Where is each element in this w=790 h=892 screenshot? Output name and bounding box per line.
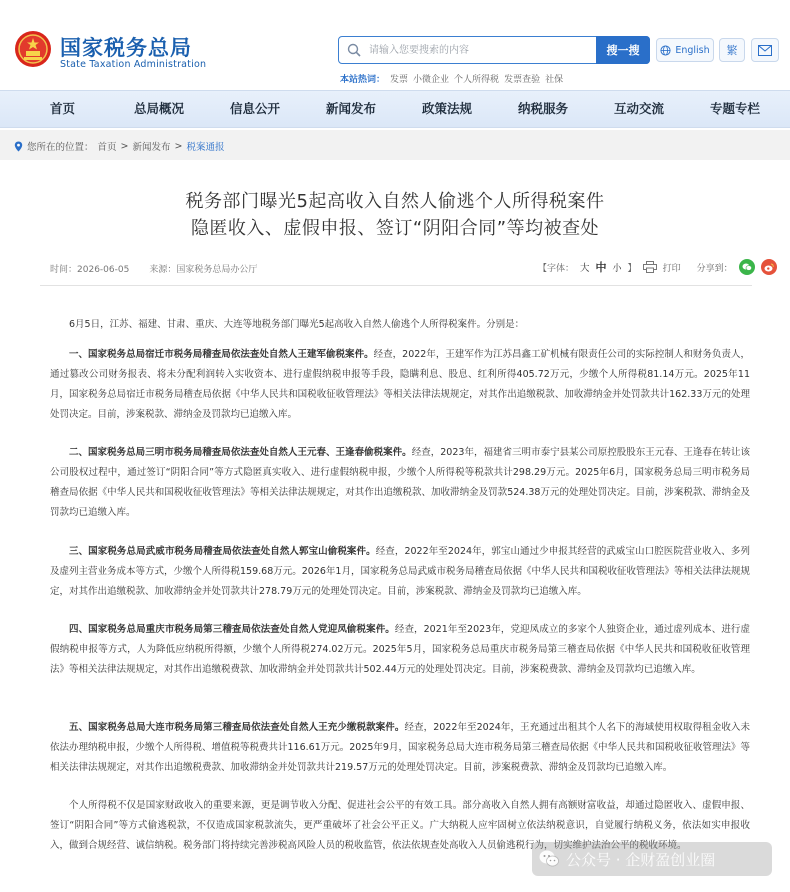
nav-item-home[interactable]: 首页 [50, 101, 76, 116]
main-nav [0, 90, 790, 128]
hot-words [340, 72, 563, 85]
breadcrumb-bar [0, 130, 790, 160]
article-tools [538, 259, 777, 275]
nav-item-interaction[interactable]: 互动交流 [614, 101, 665, 116]
site-header [0, 0, 790, 90]
breadcrumb-label: 您所在的位置： [27, 142, 94, 153]
site-logo-title[interactable]: 国家税务总局 [60, 36, 192, 60]
english-button[interactable] [656, 38, 714, 62]
case-2-text: 经查，2023年，福建省三明市泰宁县某公司原控股股东王元春、王逢春在转让该公司股权过程中，通过签订“阴阳合同”等方式隐匿真实收入、进行虚假纳税申报，少缴个人所得税等税款共计298.29万元。2025年6月，国家税务总局三明市税务局稽查局依据《中华人民共和国税收征收管理法》等相关法律法规规定，对其作出追缴税款、加收滞纳金及罚款524.38万元的处理处罚决定。目前，涉案税款、滞纳金及罚款均已追缴入库。 [50, 447, 750, 518]
mail-button[interactable] [751, 38, 779, 62]
case-3 [50, 542, 750, 602]
nav-item-service[interactable]: 纳税服务 [518, 101, 569, 116]
breadcrumb-news[interactable]: 新闻发布 [132, 142, 171, 153]
hot-word-link[interactable]: 发票 [390, 75, 409, 85]
hot-word-link[interactable]: 小微企业 [413, 75, 450, 85]
article-meta [50, 262, 257, 275]
case-1-heading: 一、国家税务总局宿迁市税务局稽查局依法查处自然人王建军偷税案件。 [69, 349, 374, 360]
hot-words-label: 本站热词： [340, 75, 386, 85]
font-size-end: 】 [627, 263, 637, 274]
case-5-heading: 五、国家税务总局大连市税务局第三稽查局依法查处自然人王充少缴税款案件。 [69, 722, 405, 733]
case-4-heading: 四、国家税务总局重庆市税务局第三稽查局依法查处自然人党迎凤偷税案件。 [69, 624, 395, 635]
nav-item-news[interactable]: 新闻发布 [326, 101, 377, 116]
search-box [338, 36, 650, 64]
breadcrumb-separator: > [174, 140, 183, 152]
location-pin-icon [14, 141, 23, 152]
weibo-share-icon[interactable] [761, 259, 777, 275]
publish-time: 时间：2026-06-05 [50, 265, 130, 275]
article-source: 来源：国家税务总局办公厅 [149, 265, 258, 275]
case-3-heading: 三、国家税务总局武威市税务局稽查局依法查处自然人郭宝山偷税案件。 [69, 546, 376, 557]
font-size-large[interactable]: 大 [580, 263, 590, 274]
article-intro: 6月5日，江苏、福建、甘肃、重庆、大连等地税务部门曝光5起高收入自然人偷逃个人所得税案件。分别是： [69, 319, 525, 330]
globe-icon [660, 45, 671, 56]
watermark-text: 公众号 · 企财盈创业圈 [566, 850, 716, 869]
font-size-label: 【字体： [538, 263, 575, 274]
breadcrumb-current[interactable]: 税案通报 [186, 142, 225, 153]
site-logo-subtitle: State Taxation Administration [60, 59, 207, 70]
case-2 [50, 443, 750, 523]
english-button-label: English [675, 44, 710, 56]
breadcrumb-home[interactable]: 首页 [97, 142, 117, 153]
font-size-small[interactable]: 小 [612, 263, 622, 274]
font-size-medium[interactable]: 中 [595, 261, 607, 274]
case-5 [50, 718, 750, 778]
case-3-text: 经查，2022年至2024年，郭宝山通过少申报其经营的武威宝山口腔医院营业收入、多列及虚列主营业务成本等方式，少缴个人所得税159.68万元。2026年1月，国家税务总局武威市税务局稽查局依据《中华人民共和国税收征收管理法》等相关法律法规规定，对其作出追缴税款、加收滞纳金并处罚款共计278.79万元的处理处罚决定。目前，涉案税款、滞纳金及罚款均已追缴入库。 [50, 546, 750, 597]
mail-icon [758, 45, 772, 56]
wechat-share-icon[interactable] [739, 259, 755, 275]
article-title-line2: 隐匿收入、虚假申报、签订“阴阳合同”等均被查处 [190, 218, 600, 239]
case-2-heading: 二、国家税务总局三明市税务局稽查局依法查处自然人王元春、王逢春偷税案件。 [69, 447, 412, 458]
wechat-account-icon [538, 848, 560, 870]
case-1-text: 经查，2022年，王建军作为江苏昌鑫工矿机械有限责任公司的实际控制人和财务负责人，通过篡改公司财务报表、将未分配利润转入实收资本、进行虚假纳税申报等手段，隐瞒利息、股息、红利所得405.72万元，少缴个人所得税81.14万元。2025年11月，国家税务总局宿迁市税务局稽查局依据《中华人民共和国税收征收管理法》等相关法律法规规定，对其作出追缴税款、加收滞纳金并处罚款共计162.33万元的处理处罚决定。目前，涉案税款、滞纳金及罚款均已追缴入库。 [50, 349, 750, 420]
nav-item-policy[interactable]: 政策法规 [422, 101, 473, 116]
nav-item-info[interactable]: 信息公开 [230, 101, 281, 116]
hot-word-link[interactable]: 个人所得税 [454, 75, 500, 85]
hot-word-link[interactable]: 社保 [545, 75, 564, 85]
article-closing: 个人所得税不仅是国家财政收入的重要来源，更是调节收入分配、促进社会公平的有效工具。部分高收入自然人拥有高额财富收益，却通过隐匿收入、虚假申报、签订“阴阳合同”等方式偷逃税款，不仅造成国家税款流失，更严重破坏了社会公平正义。广大纳税人应牢固树立依法纳税意识，自觉履行纳税义务，依法如实申报收入，做到合规经营、诚信纳税。税务部门将持续完善涉税高风险人员的税收监管，依法依规查处高收入人员偷逃税行为，切实维护法治公平的税收环境。 [50, 800, 750, 851]
search-input[interactable] [369, 41, 589, 59]
case-4 [50, 620, 750, 680]
breadcrumb-separator: > [120, 140, 129, 152]
share-label: 分享到： [696, 263, 733, 274]
breadcrumb [14, 139, 225, 153]
print-icon[interactable] [643, 261, 657, 273]
meta-divider [40, 285, 752, 286]
case-5-text: 经查，2022年至2024年，王充通过出租其个人名下的海域使用权取得租金收入未依法办理纳税申报，少缴个人所得税、增值税等税费共计116.61万元。2025年9月，国家税务总局大连市税务局第三稽查局依据《中华人民共和国税收征收管理法》等相关法律法规规定，对其作出追缴税费款、加收滞纳金并处罚款共计219.57万元的处理处罚决定。目前，涉案税费款、滞纳金及罚款均已追缴入库。 [50, 722, 750, 773]
article-title-line1: 税务部门曝光5起高收入自然人偷逃个人所得税案件 [185, 191, 605, 212]
case-1 [50, 345, 750, 425]
traditional-chinese-button[interactable]: 繁 [719, 38, 745, 62]
search-icon [347, 43, 361, 57]
nav-item-overview[interactable]: 总局概况 [134, 101, 185, 116]
nav-item-topics[interactable]: 专题专栏 [710, 101, 761, 116]
national-emblem-icon [14, 30, 52, 68]
search-button[interactable]: 搜一搜 [596, 36, 650, 64]
hot-word-link[interactable]: 发票查验 [504, 75, 541, 85]
case-4-text: 经查，2021年至2023年，党迎凤成立的多家个人独资企业，通过虚列成本、进行虚假纳税申报等方式，人为降低应纳税所得额，少缴个人所得税274.02万元。2025年5月，国家税务总局重庆市税务局第三稽查局依据《中华人民共和国税收征收管理法》等相关法律法规规定，对其作出追缴税费款、加收滞纳金并处罚款共计502.44万元的处理处罚决定。目前，涉案税费款、滞纳金及罚款均已追缴入库。 [50, 624, 750, 675]
wechat-watermark [532, 842, 772, 876]
print-link[interactable]: 打印 [662, 263, 681, 274]
